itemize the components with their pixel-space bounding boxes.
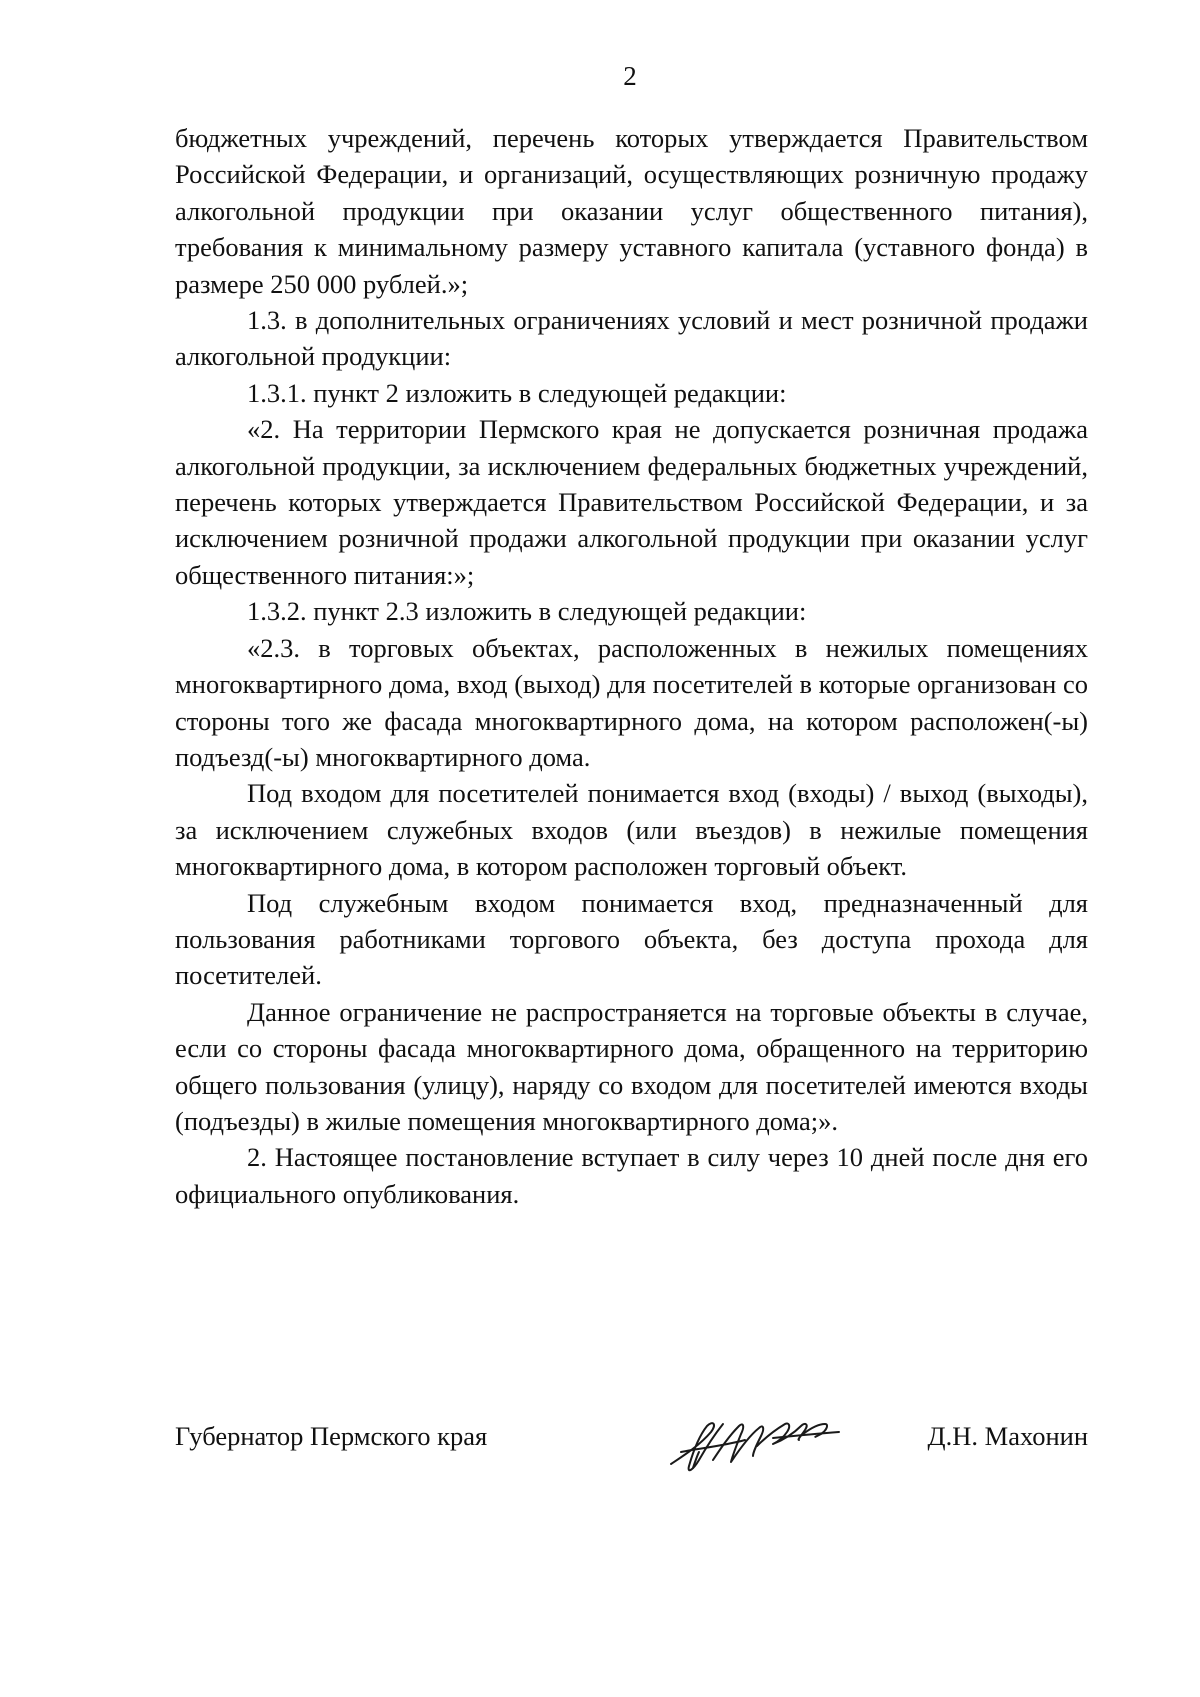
paragraph-continuation: бюджетных учреждений, перечень которых утверждается Правительством Российской Федерации, и организаций, осуществляющих розничную продажу алкогольной продукции при оказании услуг общественного питания), требования к минимальному размеру уставного капитала (уставного фонда) в размере 250 000 рублей.»;: [175, 123, 1088, 299]
paragraph-point-2-3: «2.3. в торговых объектах, расположенных в нежилых помещениях многоквартирного дома, вход (выход) для посетителей в которые организован со стороны того же фасада многоквартирного дома, на котором расположен(-ы) подъезд(-ы) многоквартирного дома.: [175, 632, 1088, 772]
paragraph-effective-date: 2. Настоящее постановление вступает в силу через 10 дней после дня его официального опубликования.: [175, 1142, 1088, 1209]
paragraph-point-2: «2. На территории Пермского края не допускается розничная продажа алкогольной продукции, за исключением федеральных бюджетных учреждений, перечень которых утверждается Правительством Российской Федерации, и за исключением розничной продажи алкогольной продукции при оказании услуг общественного питания:»;: [175, 414, 1088, 590]
handwritten-signature: [653, 1394, 853, 1484]
signer-name: Д.Н. Махонин: [927, 1421, 1088, 1451]
paragraph-restriction-exception: Данное ограничение не распространяется на торговые объекты в случае, если со стороны фасада многоквартирного дома, обращенного на территорию общего пользования (улицу), наряду со входом для посетителей имеются входы (подъезды) в жилые помещения многоквартирного дома;».: [175, 996, 1088, 1136]
signer-position: Губернатор Пермского края: [175, 1421, 488, 1451]
paragraph-clause-1-3-1: 1.3.1. пункт 2 изложить в следующей редакции:: [247, 377, 787, 408]
signature-block: [175, 1418, 1088, 1498]
paragraph-service-entrance: Под служебным входом понимается вход, предназначенный для пользования работниками торгового объекта, без доступа прохода для посетителей.: [175, 887, 1088, 991]
paragraph-clause-1-3-2: 1.3.2. пункт 2.3 изложить в следующей редакции:: [247, 596, 807, 627]
paragraph-clause-1-3: 1.3. в дополнительных ограничениях условий и мест розничной продажи алкогольной продукции:: [175, 305, 1088, 372]
page-number: 2: [623, 61, 637, 91]
paragraph-visitor-entrance: Под входом для посетителей понимается вход (входы) / выход (выходы), за исключением служебных входов (или въездов) в нежилые помещения многоквартирного дома, в котором расположен торговый объект.: [175, 778, 1088, 882]
document-body: [175, 120, 1088, 1212]
